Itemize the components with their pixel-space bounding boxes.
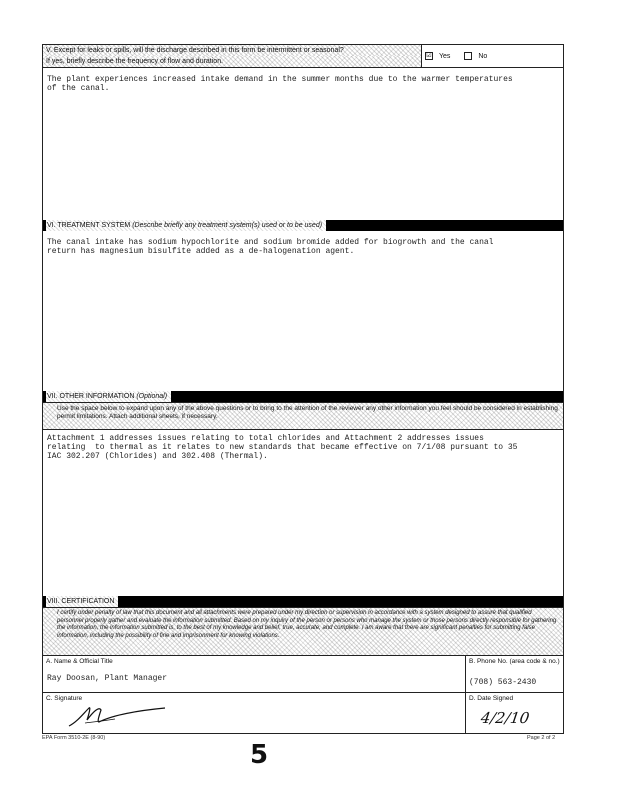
section-vii-instructions-text: Use the space below to expand upon any of the above questions or to bring to the attention of the reviewer any other information you feel should be considered in establishing permit limitations. Attach additional sheets, if necessary. [57, 405, 558, 420]
yes-checkbox[interactable]: ☑ [426, 53, 432, 60]
section-vi-response[interactable]: The canal intake has sodium hypochlorite and sodium bromide added for biogrowth and the canal return has magnesium bisulfite added as a de-halogenation agent. [47, 238, 494, 256]
section-vi-heading [43, 220, 563, 231]
form-id: EPA Form 3510-2E (8-90) [42, 735, 106, 741]
section-v-title: V. Except for leaks or spills, will the discharge described in this form be intermittent or seasonal? [46, 47, 344, 54]
yes-no-group [425, 52, 487, 62]
section-vii-title: VII. OTHER INFORMATION [47, 393, 135, 400]
section-v-heading [43, 45, 421, 56]
phone-field[interactable]: (708) 563-2430 [469, 678, 537, 687]
page-number: Page 2 of 2 [527, 735, 556, 741]
divider [421, 45, 422, 67]
certification-text: I certify under penalty of law that this document and all attachments were prepared under my direction or supervision in accordance with a system designed to assure that qualified personnel properly gather and evaluate the information submitted. Based on my inquiry of the person or persons who manage the system or those persons directly responsible for gathering the information, the information submitted is, to the best of my knowledge and belief, true, accurate, and complete. I am aware that there are significant penalties for submitting false information, including the possibility of fine and imprisonment for knowing violations. [57, 610, 557, 639]
name-label: A. Name & Official Title [46, 658, 113, 665]
section-v-subtitle: If yes, briefly describe the frequency of flow and duration. [46, 58, 224, 65]
handwritten-page-number: 5 [250, 740, 269, 770]
epa-form [42, 44, 564, 734]
certification-statement [43, 607, 563, 655]
divider [43, 429, 563, 430]
section-vii-response[interactable]: Attachment 1 addresses issues relating to total chlorides and Attachment 2 addresses issues relating to thermal as it relates to new standards that became effective on 7/1/08 pursuant to 35 IAC 302.207 (Chlorides) and 302.408 (Thermal). [47, 434, 518, 461]
section-vii-instructions [43, 402, 563, 429]
date-label: D. Date Signed [469, 695, 514, 702]
signature-label: C. Signature [46, 695, 83, 702]
phone-label: B. Phone No. (area code & no.) [469, 658, 560, 665]
no-label: No [478, 53, 488, 60]
section-vi-title: VI. TREATMENT SYSTEM [47, 222, 131, 229]
divider [43, 692, 563, 693]
section-vii-note: (Optional) [136, 393, 168, 400]
section-viii-heading [43, 596, 563, 607]
section-vii-heading [43, 391, 563, 402]
divider [43, 655, 563, 656]
divider [43, 67, 563, 68]
section-v-response[interactable]: The plant experiences increased intake demand in the summer months due to the warmer temperatures of the canal. [47, 75, 513, 93]
name-field[interactable]: Ray Doosan, Plant Manager [47, 674, 168, 683]
section-v-subheading [43, 56, 421, 67]
signature-field[interactable] [63, 700, 173, 730]
section-viii-title: VIII. CERTIFICATION [47, 598, 115, 605]
handwritten-signature [63, 700, 173, 730]
yes-label: Yes [439, 53, 451, 60]
date-field[interactable]: 4/2/10 [479, 709, 531, 727]
section-vi-note: (Describe briefly any treatment system(s) used or to be used) [132, 222, 323, 229]
divider [465, 655, 466, 734]
no-checkbox[interactable] [464, 52, 472, 60]
